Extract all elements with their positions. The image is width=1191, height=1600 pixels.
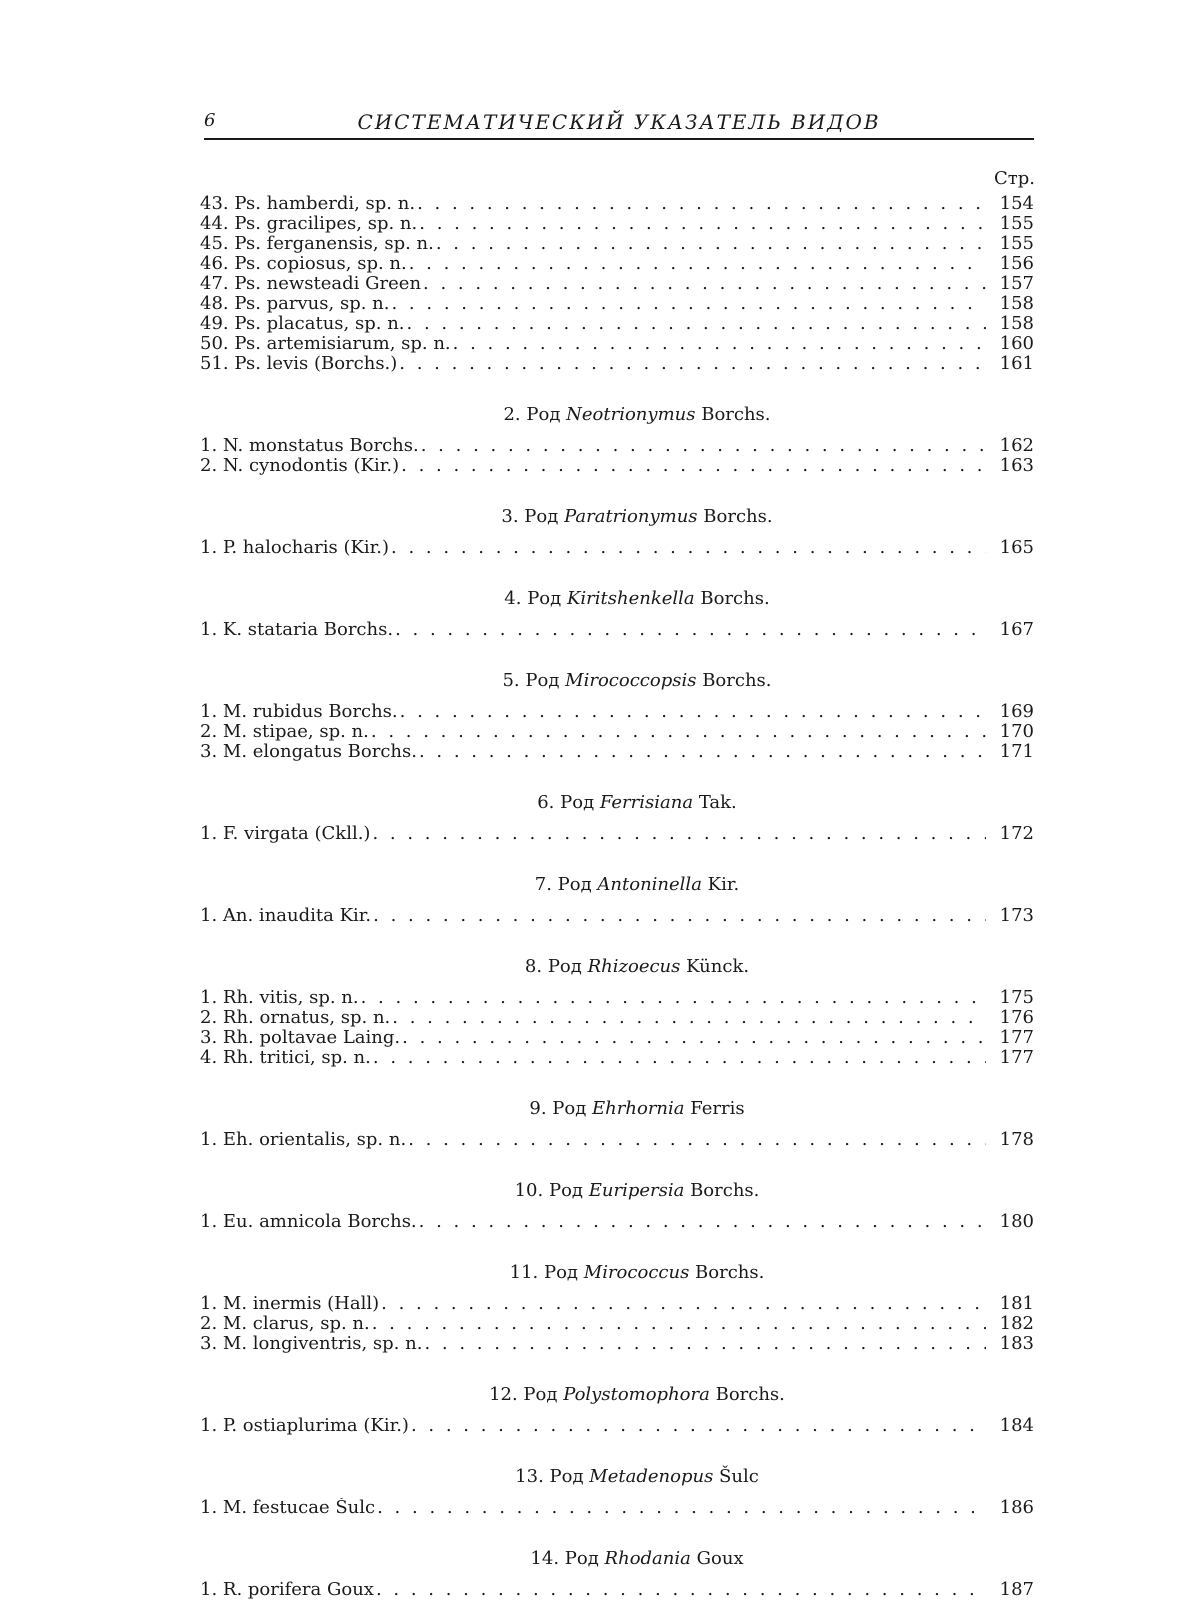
genus-author: Borchs.	[703, 506, 773, 527]
page-ref: 155	[999, 214, 1034, 234]
dot-leader	[436, 234, 986, 254]
genus-name: Euripersia	[588, 1180, 685, 1201]
genus-name: Kiritshenkella	[566, 588, 695, 609]
index-entry	[200, 456, 1034, 476]
genus-number: 14. Род	[530, 1548, 599, 1569]
species-name: 1. Eu. amnicola Borchs.	[200, 1212, 417, 1232]
page-ref: 161	[999, 354, 1034, 374]
page-ref: 163	[999, 456, 1034, 476]
genus-author: Borchs.	[690, 1180, 760, 1201]
dot-leader	[391, 294, 986, 314]
index-entry	[200, 294, 1034, 314]
species-name: 1. P. ostiaplurima (Kir.)	[200, 1416, 409, 1436]
genus-author: Borchs.	[700, 588, 770, 609]
genus-author: Borchs.	[695, 1262, 765, 1283]
genus-heading	[200, 588, 1034, 610]
index-entry	[200, 988, 1034, 1008]
dot-leader	[400, 702, 986, 722]
index-entry	[200, 1048, 1034, 1068]
species-name: 1. Eh. orientalis, sp. n.	[200, 1130, 407, 1150]
species-name: 1. M. inermis (Hall)	[200, 1294, 380, 1314]
dot-leader	[421, 436, 986, 456]
index-entry	[200, 824, 1034, 844]
page-ref: 156	[999, 254, 1034, 274]
genus-author: Ferris	[690, 1098, 745, 1119]
genus-heading	[200, 1466, 1034, 1488]
species-name: 48. Ps. parvus, sp. n.	[200, 294, 390, 314]
page-ref: 173	[999, 906, 1034, 926]
species-name: 3. M. elongatus Borchs.	[200, 742, 417, 762]
page-ref: 158	[999, 294, 1034, 314]
index-entry	[200, 254, 1034, 274]
dot-leader	[407, 314, 986, 334]
genus-heading	[200, 1180, 1034, 1202]
dot-leader	[372, 824, 986, 844]
species-name: 1. R. porifera Goux	[200, 1580, 374, 1600]
index-entry	[200, 1334, 1034, 1354]
genus-heading	[200, 792, 1034, 814]
page-ref: 175	[999, 988, 1034, 1008]
species-name: 50. Ps. artemisiarum, sp. n.	[200, 334, 451, 354]
species-name: 49. Ps. placatus, sp. n.	[200, 314, 405, 334]
genus-author: Borchs.	[701, 404, 771, 425]
dot-leader	[361, 988, 986, 1008]
index-entry	[200, 742, 1034, 762]
genus-heading	[200, 404, 1034, 426]
species-name: 2. M. stipae, sp. n.	[200, 722, 369, 742]
genus-number: 13. Род	[515, 1466, 584, 1487]
species-name: 1. N. monstatus Borchs.	[200, 436, 419, 456]
index-entry	[200, 234, 1034, 254]
species-name: 45. Ps. ferganensis, sp. n.	[200, 234, 434, 254]
genus-name: Mirococcopsis	[565, 670, 697, 691]
species-name: 1. M. festucae Šulc	[200, 1498, 376, 1518]
species-name: 1. F. virgata (Ckll.)	[200, 824, 371, 844]
page-ref: 158	[999, 314, 1034, 334]
dot-leader	[419, 742, 986, 762]
genus-heading	[200, 1384, 1034, 1406]
genus-number: 2. Род	[503, 404, 561, 425]
species-name: 46. Ps. copiosus, sp. n.	[200, 254, 407, 274]
species-name: 43. Ps. hamberdi, sp. n.	[200, 194, 416, 214]
page-ref: 172	[999, 824, 1034, 844]
dot-leader	[408, 1130, 986, 1150]
genus-number: 8. Род	[524, 956, 582, 977]
page-ref: 169	[999, 702, 1034, 722]
genus-number: 3. Род	[501, 506, 559, 527]
species-name: 3. Rh. poltavae Laing.	[200, 1028, 401, 1048]
species-name: 44. Ps. gracilipes, sp. n.	[200, 214, 418, 234]
genus-heading	[200, 506, 1034, 528]
page-number: 6	[204, 110, 216, 131]
index-entry	[200, 1416, 1034, 1436]
species-name: 1. M. rubidus Borchs.	[200, 702, 398, 722]
page-ref: 154	[999, 194, 1034, 214]
index-entry	[200, 906, 1034, 926]
index-entry	[200, 722, 1034, 742]
genus-author: Borchs.	[702, 670, 772, 691]
species-name: 47. Ps. newsteadi Green	[200, 274, 422, 294]
dot-leader	[395, 620, 986, 640]
species-index	[200, 194, 1034, 1600]
species-name: 2. M. clarus, sp. n.	[200, 1314, 370, 1334]
index-entry	[200, 1008, 1034, 1028]
page-ref: 181	[999, 1294, 1034, 1314]
genus-heading	[200, 1548, 1034, 1570]
dot-leader	[417, 194, 986, 214]
genus-name: Rhizoecus	[587, 956, 681, 977]
dot-leader	[399, 354, 986, 374]
genus-author: Borchs.	[715, 1384, 785, 1405]
running-header	[204, 110, 1034, 138]
index-entry	[200, 1498, 1034, 1518]
dot-leader	[391, 538, 986, 558]
species-name: 1. K. stataria Borchs.	[200, 620, 394, 640]
page-ref: 170	[999, 722, 1034, 742]
page-ref: 176	[999, 1008, 1034, 1028]
dot-leader	[376, 1580, 986, 1600]
species-name: 3. M. longiventris, sp. n.	[200, 1334, 423, 1354]
genus-author: Šulc	[719, 1466, 759, 1487]
dot-leader	[381, 1294, 986, 1314]
dot-leader	[409, 254, 986, 274]
page-ref: 184	[999, 1416, 1034, 1436]
page-ref: 160	[999, 334, 1034, 354]
species-name: 2. N. cynodontis (Kir.)	[200, 456, 400, 476]
index-entry	[200, 1580, 1034, 1600]
page-ref: 180	[999, 1212, 1034, 1232]
dot-leader	[377, 1498, 986, 1518]
running-title: СИСТЕМАТИЧЕСКИЙ УКАЗАТЕЛЬ ВИДОВ	[357, 110, 881, 134]
genus-author: Künck.	[686, 956, 750, 977]
dot-leader	[373, 1048, 986, 1068]
species-name: 1. An. inaudita Kir.	[200, 906, 372, 926]
dot-leader	[401, 456, 986, 476]
index-entry	[200, 1212, 1034, 1232]
species-name: 4. Rh. tritici, sp. n.	[200, 1048, 371, 1068]
genus-heading	[200, 874, 1034, 896]
index-entry	[200, 1294, 1034, 1314]
page-ref: 155	[999, 234, 1034, 254]
dot-leader	[411, 1416, 986, 1436]
page-ref: 183	[999, 1334, 1034, 1354]
index-entry	[200, 538, 1034, 558]
genus-name: Neotrionymus	[566, 404, 696, 425]
dot-leader	[373, 906, 986, 926]
genus-name: Polystomophora	[563, 1384, 710, 1405]
genus-heading	[200, 956, 1034, 978]
page-ref: 171	[999, 742, 1034, 762]
page-ref: 177	[999, 1048, 1034, 1068]
genus-number: 9. Род	[529, 1098, 587, 1119]
dot-leader	[419, 1212, 986, 1232]
genus-author: Tak.	[698, 792, 737, 813]
index-entry	[200, 334, 1034, 354]
page-ref: 177	[999, 1028, 1034, 1048]
genus-number: 12. Род	[489, 1384, 558, 1405]
page-ref: 187	[999, 1580, 1034, 1600]
genus-name: Ehrhornia	[592, 1098, 685, 1119]
genus-author: Goux	[696, 1548, 744, 1569]
genus-name: Antoninella	[597, 874, 702, 895]
genus-heading	[200, 1262, 1034, 1284]
page-ref: 157	[999, 274, 1034, 294]
page-ref: 178	[999, 1130, 1034, 1150]
dot-leader	[372, 1314, 986, 1334]
genus-name: Mirococcus	[583, 1262, 690, 1283]
dot-leader	[402, 1028, 986, 1048]
index-entry	[200, 314, 1034, 334]
index-entry	[200, 194, 1034, 214]
page-ref: 167	[999, 620, 1034, 640]
genus-name: Metadenopus	[589, 1466, 714, 1487]
index-entry	[200, 354, 1034, 374]
dot-leader	[371, 722, 986, 742]
genus-number: 6. Род	[537, 792, 595, 813]
genus-number: 11. Род	[509, 1262, 579, 1283]
page-ref: 182	[999, 1314, 1034, 1334]
page-ref: 165	[999, 538, 1034, 558]
page-ref: 162	[999, 436, 1034, 456]
genus-name: Rhodania	[604, 1548, 691, 1569]
dot-leader	[392, 1008, 986, 1028]
genus-number: 4. Род	[504, 588, 562, 609]
page-column-label: Стр.	[994, 168, 1035, 189]
index-entry	[200, 1314, 1034, 1334]
genus-author: Kir.	[707, 874, 740, 895]
species-name: 1. P. halocharis (Kir.)	[200, 538, 390, 558]
dot-leader	[453, 334, 986, 354]
page-ref: 186	[999, 1498, 1034, 1518]
index-entry	[200, 436, 1034, 456]
species-name: 2. Rh. ornatus, sp. n.	[200, 1008, 391, 1028]
index-entry	[200, 620, 1034, 640]
species-name: 51. Ps. levis (Borchs.)	[200, 354, 398, 374]
genus-number: 5. Род	[502, 670, 560, 691]
index-entry	[200, 274, 1034, 294]
genus-heading	[200, 1098, 1034, 1120]
dot-leader	[419, 214, 986, 234]
index-entry	[200, 214, 1034, 234]
genus-name: Ferrisiana	[599, 792, 694, 813]
dot-leader	[424, 1334, 986, 1354]
genus-number: 7. Род	[534, 874, 592, 895]
index-entry	[200, 1028, 1034, 1048]
header-rule	[204, 138, 1034, 140]
index-entry	[200, 702, 1034, 722]
genus-number: 10. Род	[514, 1180, 583, 1201]
genus-name: Paratrionymus	[564, 506, 698, 527]
index-entry	[200, 1130, 1034, 1150]
species-name: 1. Rh. vitis, sp. n.	[200, 988, 359, 1008]
dot-leader	[423, 274, 986, 294]
genus-heading	[200, 670, 1034, 692]
